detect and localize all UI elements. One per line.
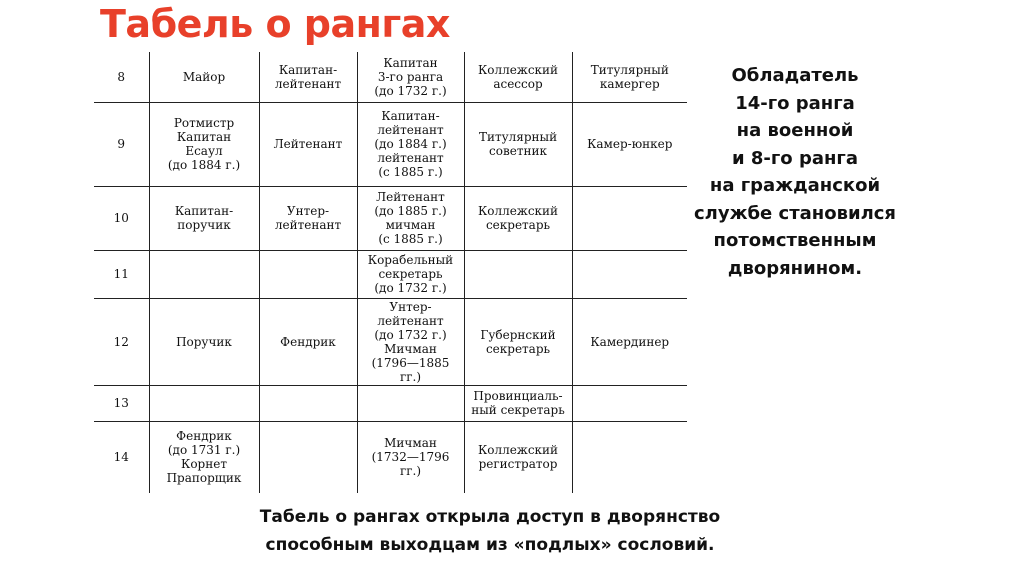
rank-cell: 9	[94, 102, 149, 186]
rank-cell: 13	[94, 385, 149, 421]
side-note: Обладатель 14-го ранга на военной и 8-го ранга на гражданской службе становился потомственным дворянином.	[693, 65, 896, 279]
rank-cell: 11	[94, 250, 149, 298]
caption: Табель о рангах открыла доступ в дворянство способным выходцам из «подлых» сословий.	[259, 507, 721, 555]
civil-cell: Губернский секретарь	[464, 298, 572, 385]
rank-cell: 8	[94, 52, 149, 102]
army-cell: Капитан- поручик	[149, 186, 259, 250]
army-cell	[149, 385, 259, 421]
table-row	[94, 52, 687, 102]
navy-cell: Лейтенант (до 1885 г.) мичман (с 1885 г.)	[357, 186, 464, 250]
navy-cell: Унтер- лейтенант (до 1732 г.) Мичман (1796—1885 гг.)	[357, 298, 464, 385]
navy-cell	[357, 385, 464, 421]
guard-cell	[259, 385, 357, 421]
court-cell	[572, 250, 687, 298]
guard-cell: Унтер- лейтенант	[259, 186, 357, 250]
civil-cell	[464, 250, 572, 298]
guard-cell: Капитан- лейтенант	[259, 52, 357, 102]
table-row	[94, 421, 687, 493]
table-row	[94, 186, 687, 250]
court-cell: Камер-юнкер	[572, 102, 687, 186]
navy-cell: Капитан 3-го ранга (до 1732 г.)	[357, 52, 464, 102]
court-cell: Камердинер	[572, 298, 687, 385]
court-cell: Титулярный камергер	[572, 52, 687, 102]
guard-cell: Лейтенант	[259, 102, 357, 186]
court-cell	[572, 186, 687, 250]
civil-cell: Коллежский асессор	[464, 52, 572, 102]
army-cell: Майор	[149, 52, 259, 102]
rank-cell: 14	[94, 421, 149, 493]
guard-cell	[259, 421, 357, 493]
court-cell	[572, 421, 687, 493]
page-title: Табель о рангах	[100, 2, 450, 46]
table-row	[94, 385, 687, 421]
civil-cell: Коллежский секретарь	[464, 186, 572, 250]
civil-cell: Провинциаль- ный секретарь	[464, 385, 572, 421]
table-row	[94, 102, 687, 186]
navy-cell: Капитан- лейтенант (до 1884 г.) лейтенант (с 1885 г.)	[357, 102, 464, 186]
army-cell: Поручик	[149, 298, 259, 385]
army-cell	[149, 250, 259, 298]
navy-cell: Мичман (1732—1796 гг.)	[357, 421, 464, 493]
ranks-table	[94, 52, 687, 493]
rank-cell: 10	[94, 186, 149, 250]
court-cell	[572, 385, 687, 421]
rank-cell: 12	[94, 298, 149, 385]
guard-cell	[259, 250, 357, 298]
table-row	[94, 298, 687, 385]
army-cell: Ротмистр Капитан Есаул (до 1884 г.)	[149, 102, 259, 186]
guard-cell: Фендрик	[259, 298, 357, 385]
civil-cell: Коллежский регистратор	[464, 421, 572, 493]
civil-cell: Титулярный советник	[464, 102, 572, 186]
navy-cell: Корабельный секретарь (до 1732 г.)	[357, 250, 464, 298]
army-cell: Фендрик (до 1731 г.) Корнет Прапорщик	[149, 421, 259, 493]
table-row	[94, 250, 687, 298]
